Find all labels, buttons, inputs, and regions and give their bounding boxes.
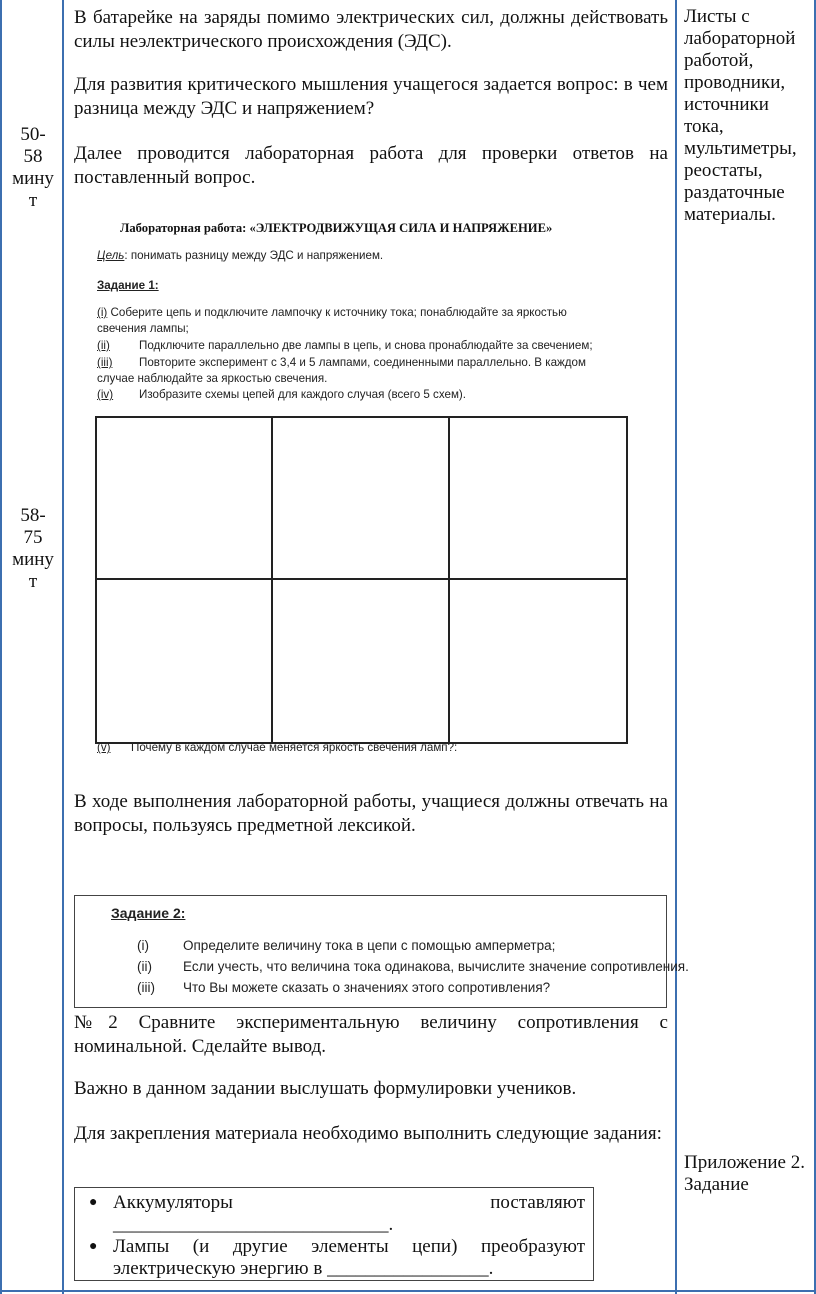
task2-item-text: Что Вы можете сказать о значениях этого сопротивления?	[183, 980, 551, 995]
time-cell-2: 58- 75 мину т	[12, 505, 54, 592]
bullet-icon: ●	[89, 1239, 98, 1254]
task2-title: Задание 2:	[111, 905, 186, 921]
lab-item-ii	[97, 339, 597, 352]
lab-item-i	[97, 305, 597, 337]
lab-goal-label: Цель	[97, 249, 125, 262]
lab-item-label: (v)	[97, 741, 111, 754]
after-lab-paragraph: В ходе выполнения лабораторной работы, учащиеся должны отвечать на вопросы, пользуясь предметной лексикой.	[74, 791, 668, 836]
answer-blank[interactable]: _____________________________.	[113, 1214, 394, 1235]
intro-paragraph-1: В батарейке на заряды помимо электрических сил, должны действовать силы неэлектрического происхождения (ЭДС).	[74, 7, 668, 52]
row-divider	[0, 1290, 816, 1292]
lab-item-v	[97, 741, 597, 754]
lab-item-iv	[97, 388, 597, 401]
drawing-cell[interactable]	[97, 580, 273, 742]
drawing-cell[interactable]	[273, 580, 449, 742]
lab-item-text: Повторите эксперимент с 3,4 и 5 лампами, соединенными параллельно. В каждом случае наблюдайте за яркостью свечения.	[97, 356, 586, 385]
task2-item	[137, 959, 737, 974]
bullet-icon: ●	[89, 1195, 98, 1210]
no2-paragraph: №2 Сравните экспериментальную величину сопротивления с номинальной. Сделайте вывод.	[74, 1012, 668, 1057]
intro-paragraph-2: Для развития критического мышления учащегося задается вопрос: в чем разница между ЭДС и напряжением?	[74, 74, 668, 119]
lab-goal-text: : понимать разницу между ЭДС и напряжением.	[124, 249, 384, 262]
column-divider	[0, 0, 2, 1294]
fill-in-box	[74, 1187, 594, 1281]
lab-task1-title: Задание 1:	[97, 279, 159, 292]
lab-item-label: (ii)	[97, 339, 110, 352]
task2-item-text: Определите величину тока в цепи с помощью амперметра;	[183, 938, 556, 953]
lab-goal	[97, 249, 383, 262]
lab-item-text: Изобразите схемы цепей для каждого случая (всего 5 схем).	[139, 388, 467, 401]
lab-item-label: (i)	[97, 306, 108, 319]
task2-item-text: Если учесть, что величина тока одинакова, вычислите значение сопротивления.	[183, 959, 689, 974]
resources-text: Листы с лабораторной работой, проводники, источники тока, мультиметры, реостаты, раздаточные материалы.	[684, 6, 797, 225]
task2-item-label: (ii)	[137, 959, 152, 974]
lab-title: Лабораторная работа: «ЭЛЕКТРОДВИЖУЩАЯ СИЛА И НАПРЯЖЕНИЕ»	[120, 221, 553, 235]
answer-blank[interactable]: _________________.	[322, 1258, 494, 1279]
list-item	[89, 1236, 585, 1280]
resources-appendix: Приложение 2. Задание	[684, 1152, 805, 1195]
column-divider	[675, 0, 677, 1294]
drawing-cell[interactable]	[450, 580, 626, 742]
task2-item	[137, 980, 737, 995]
lab-item-text: Почему в каждом случае меняется яркость свечения ламп?:	[131, 741, 458, 754]
lab-item-text: Подключите параллельно две лампы в цепь, и снова пронаблюдайте за свечением;	[139, 339, 593, 352]
lab-item-text: Соберите цепь и подключите лампочку к источнику тока; понаблюдайте за яркостью свечения лампы;	[97, 306, 567, 335]
drawing-cell[interactable]	[273, 418, 449, 580]
circuit-drawing-grid	[95, 416, 628, 744]
consolidate-paragraph: Для закрепления материала необходимо выполнить следующие задания:	[74, 1123, 662, 1144]
task2-item-label: (i)	[137, 938, 149, 953]
task2-box	[74, 895, 689, 1008]
important-paragraph: Важно в данном задании выслушать формулировки учеников.	[74, 1078, 577, 1099]
intro-paragraph-3: Далее проводится лабораторная работа для проверки ответов на поставленный вопрос.	[74, 143, 668, 188]
time-cell-1: 50- 58 мину т	[12, 124, 54, 211]
drawing-cell[interactable]	[450, 418, 626, 580]
column-divider	[62, 0, 64, 1294]
bullet-text: Лампы (и другие элементы цепи) преобразуют электрическую энергию в	[113, 1236, 585, 1279]
bullet-text-end: поставляют	[490, 1192, 585, 1213]
lab-item-iii	[97, 355, 597, 387]
bullet-text-start: Аккумуляторы	[113, 1192, 233, 1213]
task2-item	[137, 938, 737, 953]
lab-item-label: (iii)	[97, 356, 113, 369]
list-item	[89, 1192, 585, 1236]
lab-item-label: (iv)	[97, 388, 114, 401]
drawing-cell[interactable]	[97, 418, 273, 580]
task2-item-label: (iii)	[137, 980, 155, 995]
